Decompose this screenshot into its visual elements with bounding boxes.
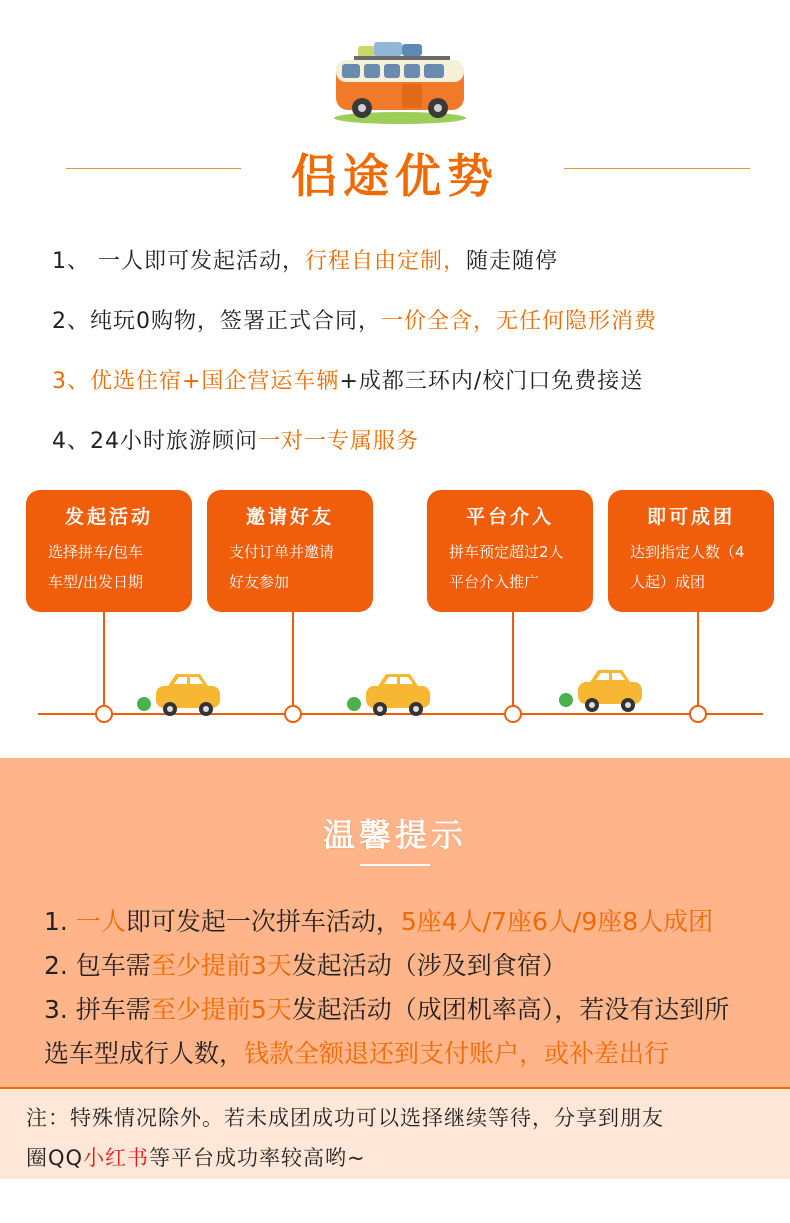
tip-highlight: 一人 <box>75 907 126 936</box>
tip-text: 发起活动（成团机率高），若没有达到所 <box>291 995 730 1024</box>
tip-text: 3. 拼车需 <box>44 995 151 1024</box>
step-desc: 平台介入推广 <box>449 573 540 591</box>
step-desc: 支付订单并邀请 <box>229 543 335 561</box>
timeline-connector <box>103 612 105 706</box>
note-line-1: 注：特殊情况除外。若未成团成功可以选择继续等待，分享到朋友 <box>26 1106 664 1130</box>
advantage-item-4 <box>52 424 419 455</box>
tip-highlight: 5座4人/7座6人/9座8人成团 <box>400 907 714 936</box>
car-icon <box>556 662 646 714</box>
car-icon <box>344 666 434 718</box>
note-text: 等平台成功率较高哟~ <box>149 1146 366 1170</box>
timeline-node <box>284 705 302 723</box>
advantage-text: 2、纯玩0购物，签署正式合同， <box>52 309 381 334</box>
advantage-highlight: 一对一专属服务 <box>258 429 420 454</box>
step-desc: 拼车预定超过2人 <box>449 543 564 561</box>
step-card-4 <box>608 490 774 612</box>
note-line-2 <box>26 1142 366 1172</box>
timeline-node <box>95 705 113 723</box>
tips-title: 温馨提示 <box>322 816 467 854</box>
step-card-3 <box>427 490 593 612</box>
step-desc: 车型/出发日期 <box>48 573 144 591</box>
step-title: 发起活动 <box>64 506 153 528</box>
advantage-highlight: 一价全含，无任何隐形消费 <box>381 309 658 334</box>
advantage-highlight: 行程自由定制， <box>305 249 467 274</box>
page-title: 侣途优势 <box>291 149 499 203</box>
advantage-item-1 <box>52 244 558 275</box>
note-text: 圈QQ <box>26 1146 84 1170</box>
tip-text: 发起活动（涉及到食宿） <box>291 951 567 980</box>
advantage-highlight: 3、优选住宿+国企营运车辆 <box>52 369 340 394</box>
tip-item-3 <box>44 990 729 1026</box>
step-title: 邀请好友 <box>245 506 334 528</box>
tip-text: 即可发起一次拼车活动， <box>125 907 401 936</box>
step-desc: 人起）成团 <box>630 573 706 591</box>
tip-item-1 <box>44 902 713 938</box>
advantage-item-3 <box>52 364 643 395</box>
advantage-text: 随走随停 <box>466 249 559 274</box>
tips-title-underline <box>360 864 430 866</box>
advantage-text: 1、 一人即可发起活动， <box>52 249 305 274</box>
bus-icon <box>330 38 470 126</box>
tip-text: 选车型成行人数， <box>44 1039 245 1068</box>
timeline-connector <box>512 612 514 706</box>
step-desc: 选择拼车/包车 <box>48 543 144 561</box>
advantage-text: 4、24小时旅游顾问 <box>52 429 258 454</box>
advantage-text: +成都三环内/校门口免费接送 <box>339 369 644 394</box>
timeline-node <box>504 705 522 723</box>
timeline-connector <box>292 612 294 706</box>
timeline-connector <box>697 612 699 706</box>
tip-highlight: 至少提前3天 <box>150 951 292 980</box>
step-title: 即可成团 <box>646 506 735 528</box>
timeline-node <box>689 705 707 723</box>
step-card-1 <box>26 490 192 612</box>
tip-item-2 <box>44 946 567 982</box>
note-highlight: 小红书 <box>83 1146 150 1170</box>
step-desc: 达到指定人数（4 <box>630 543 745 561</box>
step-card-2 <box>207 490 373 612</box>
tip-highlight: 钱款全额退还到支付账户，或补差出行 <box>244 1039 670 1068</box>
step-desc: 好友参加 <box>229 573 290 591</box>
advantage-item-2 <box>52 304 657 335</box>
tip-highlight: 至少提前5天 <box>150 995 292 1024</box>
tip-item-3-cont <box>44 1034 669 1070</box>
step-title: 平台介入 <box>465 506 554 528</box>
tip-text: 2. 包车需 <box>44 951 151 980</box>
car-icon <box>134 666 224 718</box>
tip-text: 1. <box>44 907 76 936</box>
